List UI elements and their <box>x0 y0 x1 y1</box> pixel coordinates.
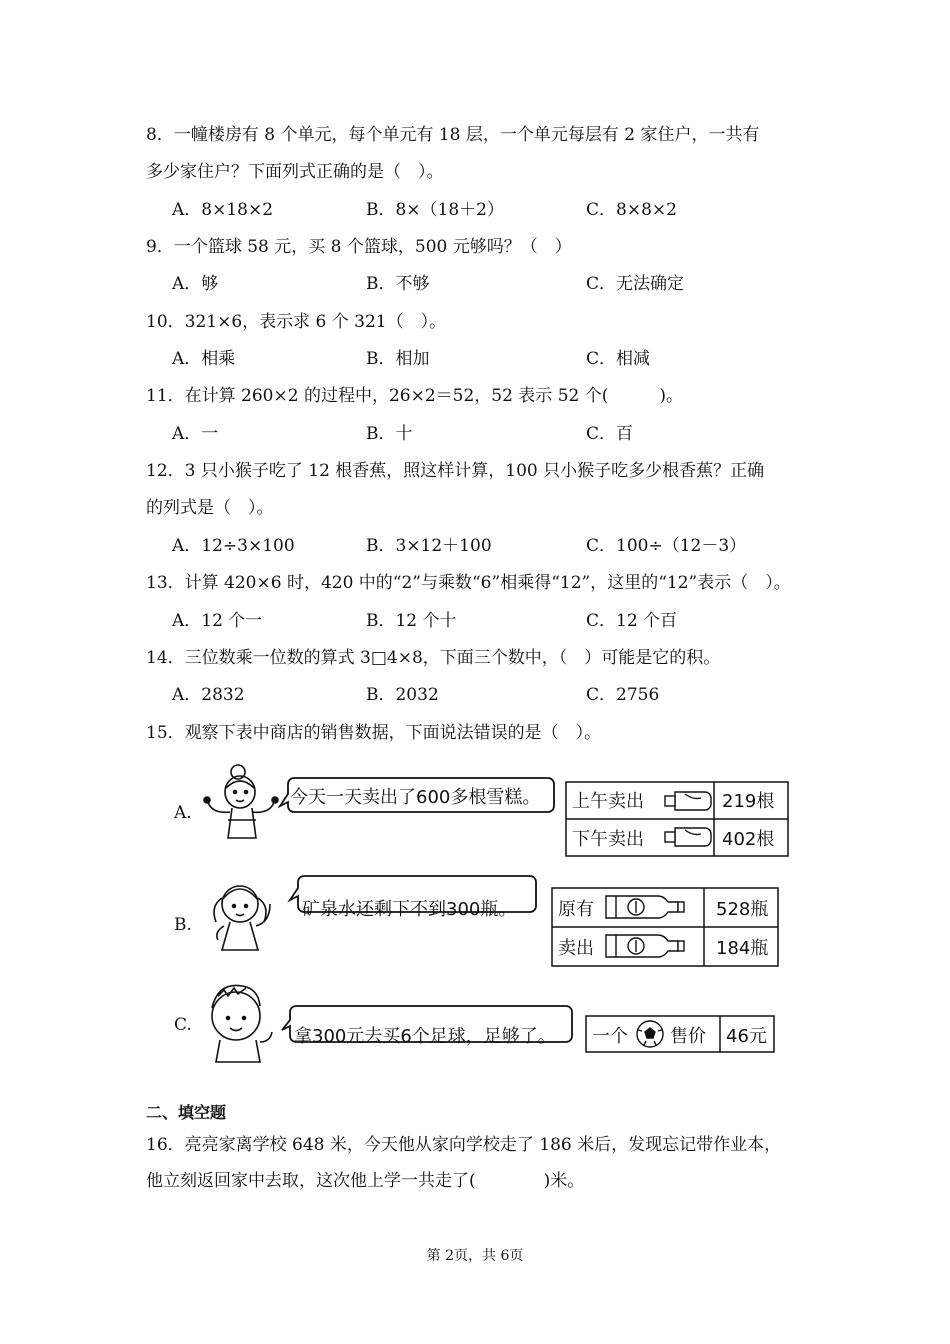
table-c-cell1: 一个 <box>592 1026 628 1047</box>
page-footer: 第 2页，共 6页 <box>426 1248 524 1264</box>
q8-line2: 多少家住户？下面列式正确的是（ ）。 <box>146 162 444 182</box>
q8-line1: 8．一幢楼房有 8 个单元，每个单元有 18 层，一个单元每层有 2 家住户，一共有 <box>146 125 760 145</box>
q12-line1: 12．3 只小猴子吃了 12 根香蕉，照这样计算，100 只小猴子吃多少根香蕉？正确 <box>146 461 765 481</box>
q12-option-b: B．3×12＋100 <box>366 536 492 556</box>
q15-line1: 15．观察下表中商店的销售数据，下面说法错误的是（ ）。 <box>146 723 602 743</box>
q8-option-c: C．8×8×2 <box>586 200 677 220</box>
table-b-row1-value: 528瓶 <box>716 899 769 920</box>
table-a-row2-value: 402根 <box>722 829 775 850</box>
table-a-row1-value: 219根 <box>722 791 775 812</box>
q10-option-c: C．相减 <box>586 349 651 369</box>
table-b-row2-name: 卖出 <box>558 938 594 959</box>
table-a-row1-name: 上午卖出 <box>572 791 644 812</box>
table-b-row1-name: 原有 <box>558 899 594 920</box>
q16-line2: 他立刻返回家中去取，这次他上学一共走了( )米。 <box>146 1171 585 1191</box>
water-bottle-icon <box>606 896 684 918</box>
ice-cream-icon <box>665 828 711 846</box>
q11-line1: 11．在计算 260×2 的过程中，26×2＝52，52 表示 52 个( )。 <box>146 386 684 406</box>
q12-option-a: A．12÷3×100 <box>172 536 295 556</box>
q13-option-c: C．12 个百 <box>586 611 678 631</box>
q13-line1: 13．计算 420×6 时，420 中的“2”与乘数“6”相乘得“12”，这里的“12”表示（ ）。 <box>146 573 791 593</box>
q11-option-c: C．百 <box>586 424 634 444</box>
speech-b-text: 矿泉水还剩下不到300瓶。 <box>302 899 517 920</box>
q9-option-a: A．够 <box>172 274 219 294</box>
q13-option-a: A．12 个一 <box>172 611 263 631</box>
q10-option-b: B．相加 <box>366 349 430 369</box>
q15-option-c <box>174 985 774 1062</box>
speech-bubble-a <box>280 778 554 812</box>
speech-a-text: 今天一天卖出了600多根雪糕。 <box>290 787 541 808</box>
q16-line1: 16．亮亮家离学校 648 米，今天他从家向学校走了 186 米后，发现忘记带作业本， <box>146 1135 782 1155</box>
soccer-ball-icon <box>637 1021 663 1047</box>
table-c-value: 46元 <box>726 1026 767 1047</box>
speech-c-text: 拿300元去买6个足球，足够了。 <box>294 1026 556 1047</box>
q15-figure <box>160 760 800 1070</box>
q11-option-b: B．十 <box>366 424 413 444</box>
q10-option-a: A．相乘 <box>172 349 236 369</box>
table-b-row2-value: 184瓶 <box>716 938 769 959</box>
q14-option-b: B．2032 <box>366 685 439 705</box>
q15-option-b-label: B. <box>174 915 192 935</box>
q14-option-c: C．2756 <box>586 685 660 705</box>
q15-option-b <box>174 876 778 966</box>
q8-option-a: A．8×18×2 <box>172 200 274 220</box>
q11-option-a: A．一 <box>172 424 219 444</box>
table-c-cell2: 售价 <box>670 1026 706 1047</box>
q9-line1: 9．一个篮球 58 元，买 8 个篮球，500 元够吗？（ ） <box>146 237 572 257</box>
q14-option-a: A．2832 <box>172 685 245 705</box>
girl-figure-icon <box>204 765 278 838</box>
table-a-row2-name: 下午卖出 <box>572 829 644 850</box>
speech-bubble-c <box>282 1006 572 1047</box>
section-title-fill-blank: 二、填空题 <box>146 1103 227 1122</box>
q14-line1: 14．三位数乘一位数的算式 3□4×8，下面三个数中，（ ）可能是它的积。 <box>146 648 721 668</box>
q9-option-c: C．无法确定 <box>586 274 685 294</box>
ice-cream-icon <box>665 792 711 810</box>
q12-option-c: C．100÷（12－3） <box>586 536 747 556</box>
q8-option-b: B．8×（18＋2） <box>366 200 505 220</box>
water-bottle-icon <box>606 935 684 957</box>
q12-line2: 的列式是（ ）。 <box>146 498 274 518</box>
boy-figure-icon <box>212 985 272 1062</box>
q15-option-a <box>173 765 788 856</box>
q13-option-b: B．12 个十 <box>366 611 457 631</box>
speech-bubble-b <box>290 876 536 920</box>
q15-option-c-label: C. <box>174 1015 192 1035</box>
q15-option-a-label: A. <box>174 803 192 823</box>
q9-option-b: B．不够 <box>366 274 430 294</box>
q10-line1: 10．321×6，表示求 6 个 321（ ）。 <box>146 312 447 332</box>
girl-with-pigtails-icon <box>214 886 270 950</box>
